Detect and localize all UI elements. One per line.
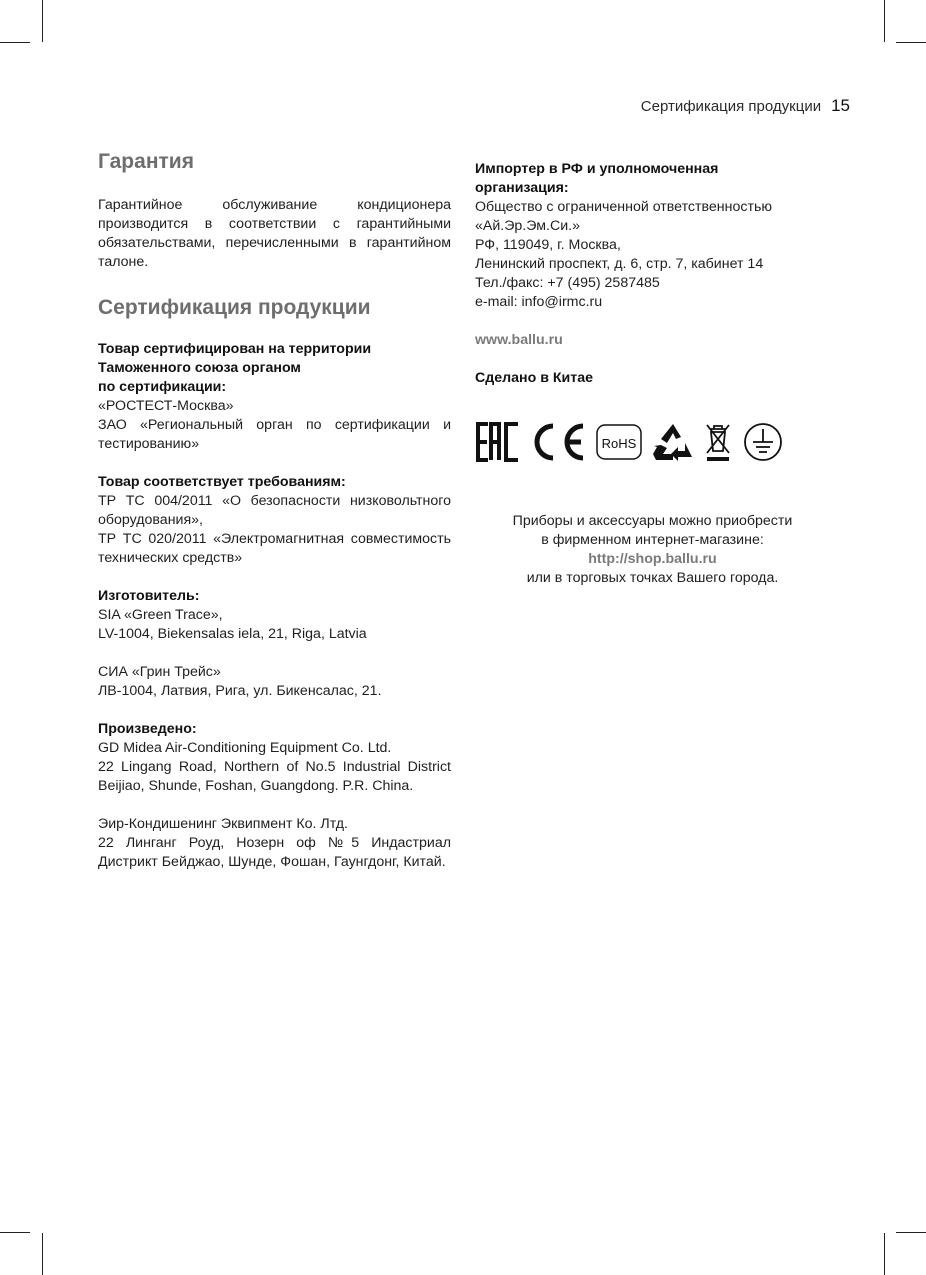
requirements-heading: Товар соответствует требованиям: [98, 474, 346, 490]
crop-mark [884, 0, 885, 42]
importer-line-2: «Ай.Эр.Эм.Си.» [475, 218, 580, 234]
weee-bin-icon [703, 421, 733, 463]
requirements-line-1: ТР ТС 004/2011 «О безопасности низковольтного оборудования», [98, 493, 451, 528]
cert-body-heading-1: Товар сертифицирован на территории [98, 341, 372, 357]
importer-heading-1: Импортер в РФ и уполномоченная [475, 161, 719, 177]
cert-body-heading-3: по сертификации: [98, 379, 227, 395]
crop-mark [0, 42, 30, 43]
produced-line-3: Эир-Кондишенинг Эквипмент Ко. Лтд. [98, 816, 348, 832]
certification-heading: Сертификация продукции [98, 296, 371, 319]
produced-heading: Произведено: [98, 721, 197, 737]
cert-body-line-2: ЗАО «Региональный орган по сертификации и тестированию» [98, 417, 451, 452]
requirements-line-2: ТР ТС 020/2011 «Электромагнитная совместимость технических средств» [98, 531, 451, 566]
shop-info [475, 512, 830, 588]
crop-mark [896, 42, 926, 43]
certification-marks [475, 420, 830, 464]
website-link[interactable]: www.ballu.ru [475, 332, 563, 348]
eac-mark-icon [475, 421, 521, 463]
manufacturer-line-3: СИА «Грин Трейс» [98, 664, 221, 680]
made-in-text: Сделано в Китае [475, 370, 593, 386]
warranty-heading: Гарантия [98, 150, 194, 173]
page-number: 15 [831, 96, 850, 115]
importer-email[interactable]: e-mail: info@irmc.ru [475, 294, 603, 310]
shop-url-link[interactable]: http://shop.ballu.ru [588, 551, 717, 567]
right-column [475, 160, 830, 464]
ground-icon [741, 421, 785, 463]
crop-mark [42, 0, 43, 42]
cert-body-heading-2: Таможенного союза органом [98, 360, 301, 376]
crop-mark [896, 1232, 926, 1233]
recycle-icon [651, 421, 695, 463]
shop-line-1: Приборы и аксессуары можно приобрести [512, 513, 793, 529]
rohs-label: RoHS [601, 436, 637, 451]
shop-line-2: в фирменном интернет-магазине: [541, 532, 764, 548]
importer-heading-2: организация: [475, 180, 569, 196]
manufacturer-heading: Изготовитель: [98, 588, 200, 604]
warranty-text: Гарантийное обслуживание кондиционера производится в соответствии с гарантийными обязательствами, перечисленными в гарантийном талоне. [98, 197, 451, 270]
crop-mark [42, 1233, 43, 1275]
manufacturer-line-2: LV-1004, Biekensalas iela, 21, Riga, Latvia [98, 626, 367, 642]
produced-line-1: GD Midea Air-Conditioning Equipment Co. Ltd. [98, 740, 392, 756]
manufacturer-line-1: SIA «Green Trace», [98, 607, 223, 623]
produced-line-4: 22 Линганг Роуд, Нозерн оф №5 Индастриал Дистрикт Бейджао, Шунде, Фошан, Гаунгдонг, Китай. [98, 835, 451, 870]
ce-mark-icon [529, 421, 587, 463]
produced-line-2: 22 Lingang Road, Northern of No.5 Industrial District Beijiao, Shunde, Foshan, Guangdong. P.R. China. [98, 759, 451, 794]
manufacturer-line-4: ЛВ-1004, Латвия, Рига, ул. Бикенсалас, 21. [98, 683, 382, 699]
importer-line-5: Тел./факс: +7 (495) 2587485 [475, 275, 660, 291]
importer-line-1: Общество с ограниченной ответственностью [475, 199, 772, 215]
crop-mark [0, 1232, 30, 1233]
importer-line-4: Ленинский проспект, д. 6, стр. 7, кабинет 14 [475, 256, 764, 272]
shop-line-3: или в торговых точках Вашего города. [526, 570, 779, 586]
header-title: Сертификация продукции [640, 98, 822, 115]
crop-mark [884, 1233, 885, 1275]
running-header [641, 96, 850, 116]
cert-body-line-1: «РОСТЕСТ-Москва» [98, 398, 234, 414]
left-column [98, 150, 451, 872]
importer-line-3: РФ, 119049, г. Москва, [475, 237, 621, 253]
rohs-mark-icon [595, 421, 643, 463]
